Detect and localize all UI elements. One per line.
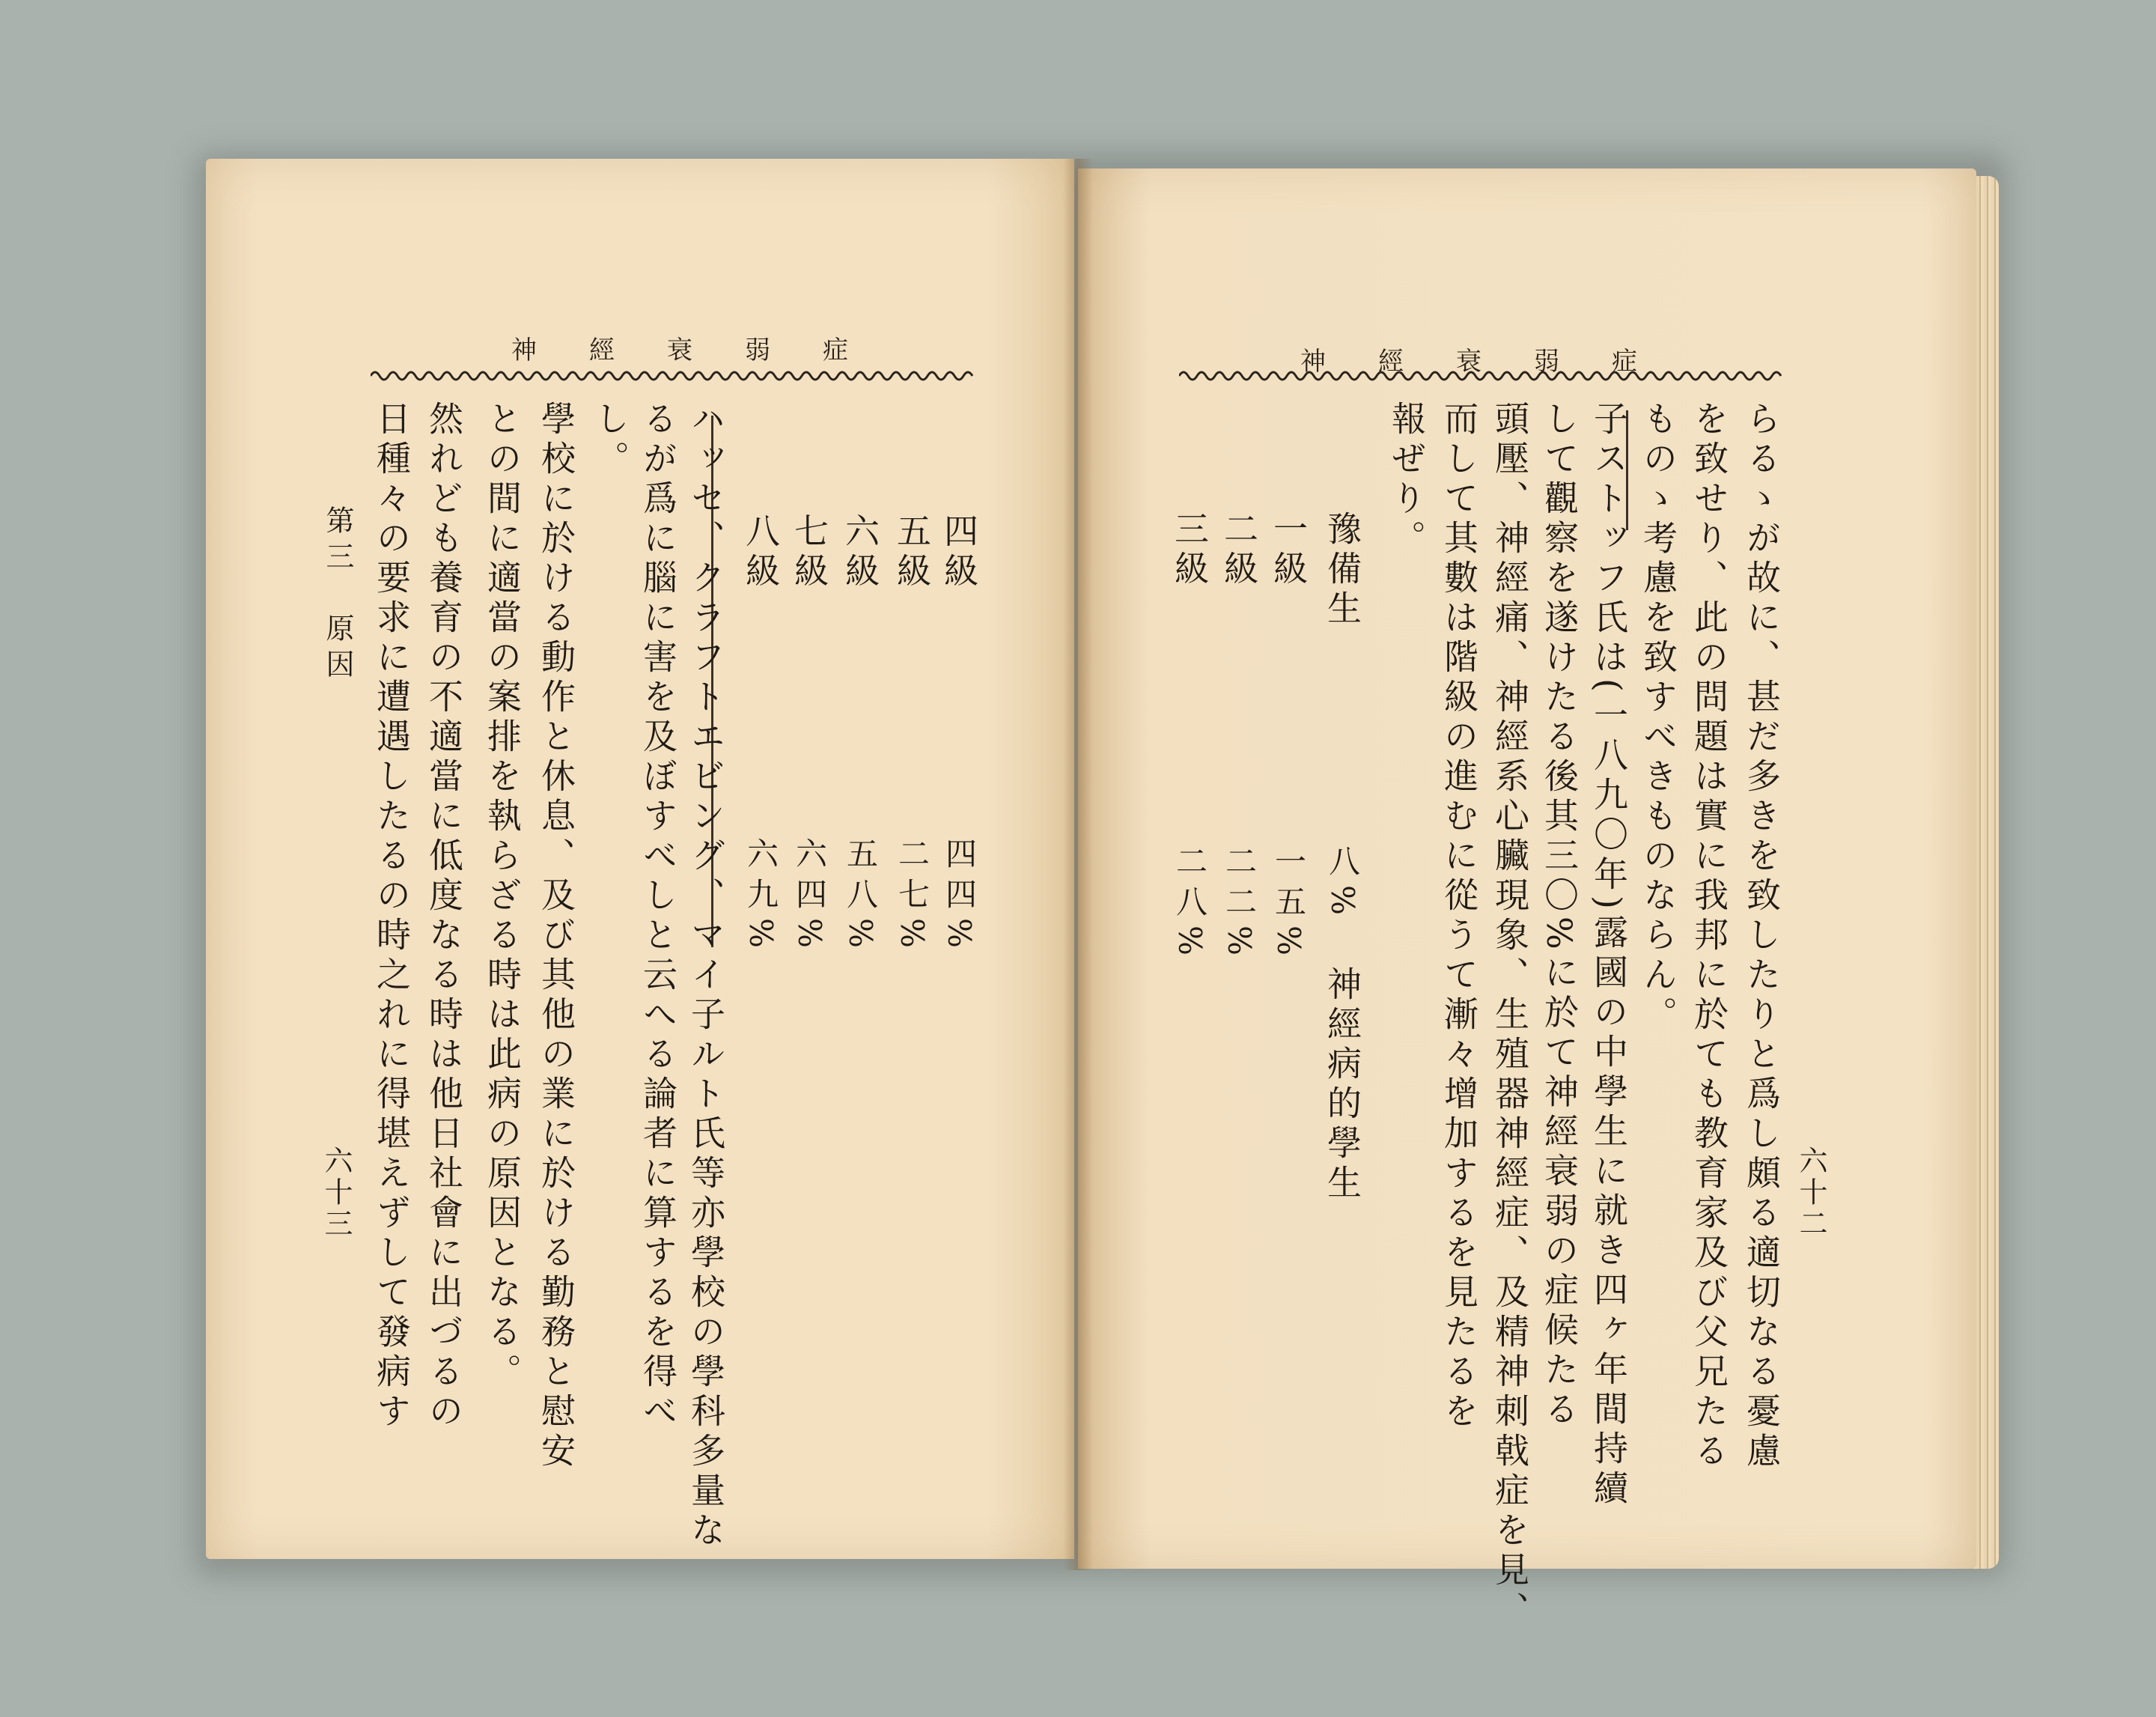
right-body-line-1: らるゝが故に、甚だ多きを致したりと爲し頗る適切なる憂慮: [1741, 401, 1782, 1472]
right-body-line-4: 子ストッフ氏は(一八九〇年)露國の中學生に就き四ヶ年間持續: [1589, 401, 1629, 1510]
left-table-value-2: 二七%: [894, 837, 931, 957]
right-body-line-5: して觀察を遂けたる後其三〇%に於て神經衰弱の症候たる: [1539, 401, 1580, 1431]
left-body-line-5: との間に適當の案排を執らざる時は此病の原因となる。: [482, 401, 523, 1393]
left-table-grade-1: 四級: [939, 513, 979, 592]
left-body-line-3: し。: [590, 401, 630, 480]
left-table-value-1: 四四%: [941, 837, 978, 957]
left-body-line-4: 學校に於ける動作と休息、及び其他の業に於ける勤務と慰安: [536, 401, 576, 1472]
right-body-line-2: を致せり、此の問題は實に我邦に於ても教育家及び父兄たる: [1689, 401, 1729, 1472]
right-running-head: 神經衰弱症: [1300, 347, 1690, 377]
right-table-grade-3: 三級: [1169, 511, 1210, 590]
left-body-line-2: るが爲に腦に害を及ぼすべしと云へる論者に算するを得べ: [638, 401, 678, 1432]
left-running-head: 神經衰弱症: [511, 335, 901, 365]
right-body-line-8: 報ぜり。: [1386, 401, 1427, 559]
right-page-number: 六十二: [1794, 1146, 1827, 1240]
right-table-value-2: 二二%: [1221, 845, 1258, 964]
left-header-wavy-rule: [371, 367, 977, 385]
left-table-grade-5: 八級: [740, 513, 781, 592]
left-table-value-3: 五八%: [842, 837, 879, 957]
left-body-line-1: ハッセ、クラフトエビング、マイ子ルト氏等亦學校の學科多量な: [686, 401, 726, 1552]
right-table-header-label: 豫備生: [1322, 511, 1362, 630]
right-table-note: 神經病的學生: [1322, 966, 1362, 1204]
right-table-value-3: 二八%: [1172, 845, 1208, 964]
right-header-wavy-rule: [1179, 367, 1782, 385]
left-page-number: 六十三: [320, 1146, 353, 1240]
left-table-grade-4: 七級: [789, 513, 829, 592]
right-body-line-6: 頭壓、神經痛、神經系心臟現象、生殖器神經症、及精神刺戟症を見、: [1490, 401, 1530, 1631]
right-table-grade-1: 一級: [1268, 511, 1309, 590]
bleed-through: [936, 416, 981, 902]
left-table-value-5: 六九%: [743, 837, 779, 957]
left-section-label: 第三 原因: [321, 505, 354, 685]
left-table-value-4: 六四%: [791, 837, 828, 957]
right-table-grade-2: 二級: [1219, 511, 1259, 590]
left-table-grade-3: 六級: [840, 513, 880, 592]
left-table-grade-2: 五級: [892, 513, 932, 592]
right-table-value-1: 一五%: [1270, 845, 1307, 964]
right-table-header-value: 八%: [1324, 845, 1361, 924]
left-body-line-7: 日種々の要求に遭遇したるの時之れに得堪えずして發病す: [371, 401, 412, 1432]
right-body-line-7: 而して其數は階級の進むに從うて漸々增加するを見たるを: [1439, 401, 1479, 1432]
left-body-line-6: 然れども養育の不適當に低度なる時は他日社會に出づるの: [424, 401, 464, 1432]
right-body-line-3: ものゝ考慮を致すべきものならん。: [1638, 401, 1678, 1036]
book-gutter: [1063, 159, 1093, 1570]
